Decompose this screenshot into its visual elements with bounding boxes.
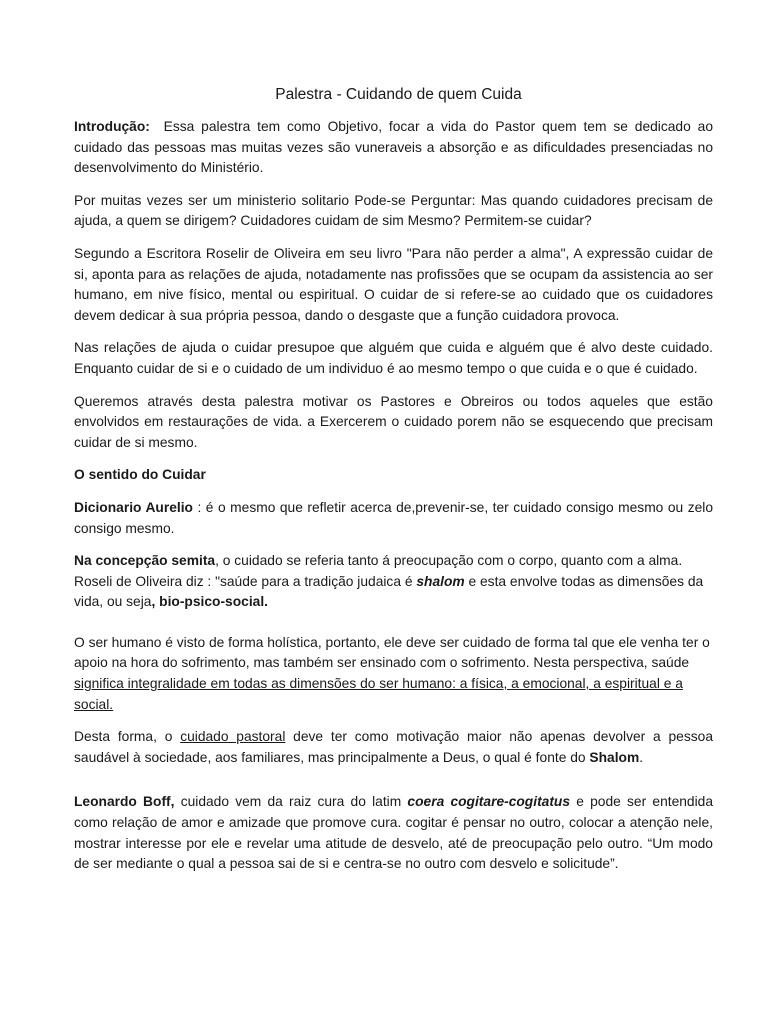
boff-emphasis: coera cogitare-cogitatus xyxy=(407,794,571,810)
pastoral-text-3: . xyxy=(639,749,644,765)
aurelio-text: : é o mesmo que refletir acerca de,prevenir-se, ter cuidado consigo mesmo ou zelo consigo mesmo. xyxy=(74,499,714,536)
intro-text: Essa palestra tem como Objetivo, focar a vida do Pastor quem tem se dedicado ao cuidado das pessoas mas muitas vezes são vuneraveis a absorção e as dificuldades presenciadas no desenvolvimento do Ministério. xyxy=(74,119,717,176)
pastoral-underlined: cuidado pastoral xyxy=(180,729,286,745)
semita-emphasis: shalom xyxy=(416,573,465,589)
boff-text-2: e pode ser entendida como relação de amor e amizade que promove cura. cogitar é pensar no outro, colocar a atenção nele, mostrar interesse por ele e revelar uma atitude de desvelo, até de preocupação pelo outro. “Um modo de ser mediante o qual a pessoa sai de si e centra-se no outro com desvelo e solicitude”. xyxy=(74,794,714,872)
intro-paragraph xyxy=(74,117,717,179)
aurelio-label: Dicionario Aurelio xyxy=(74,499,193,515)
pastoral-text-1: Desta forma, o xyxy=(74,729,181,745)
section-heading: O sentido do Cuidar xyxy=(74,467,206,483)
holistica-text: O ser humano é visto de forma holística, portanto, ele deve ser cuidado de forma tal que ele venha ter o apoio na hora do sofrimento, mas também ser ensinado com o sofrimento. Nesta perspectiva, saúde xyxy=(74,634,710,671)
paragraph-boff xyxy=(74,792,713,874)
boff-label: Leonardo Boff, xyxy=(74,794,175,810)
pastoral-text-2: deve ter como motivação maior não apenas devolver a pessoa saudável à sociedade, aos familiares, mas principalmente a Deus, o qual é fonte do xyxy=(74,729,713,765)
paragraph-pastoral xyxy=(74,727,713,768)
document-title: Palestra - Cuidando de quem Cuida xyxy=(275,86,522,103)
paragraph-3: Segundo a Escritora Roselir de Oliveira em seu livro "Para não perder a alma", A expressão cuidar de si, aponta para as relações de ajuda, notadamente nas profissões que se ocupam da assistencia ao ser humano, em nive físico, mental ou espiritual. O cuidar de si refere-se ao cuidado que os cuidadores devem dedicar à sua própria pessoa, dando o desgaste que a função cuidadora provoca. xyxy=(74,245,713,323)
paragraph-aurelio xyxy=(74,498,713,539)
paragraph-2: Por muitas vezes ser um ministerio solitario Pode-se Perguntar: Mas quando cuidadores precisam de ajuda, a quem se dirigem? Cuidadores cuidam de sim Mesmo? Permitem-se cuidar? xyxy=(74,192,713,229)
pastoral-bold: Shalom xyxy=(589,749,640,765)
paragraph-4: Nas relações de ajuda o cuidar presupoe que alguém que cuida e alguém que é alvo deste cuidado. Enquanto cuidar de si e o cuidado de um individuo é ao mesmo tempo o que cuida e o que é cuidado. xyxy=(74,340,713,376)
boff-text-1: cuidado vem da raiz cura do latim xyxy=(174,794,408,810)
holistica-underlined: significa integralidade em todas as dimensões do ser humano: a física, a emocional, a espiritual e a social. xyxy=(74,676,683,712)
paragraph-semita xyxy=(74,551,713,613)
paragraph-holistica xyxy=(74,633,713,715)
intro-label: Introdução: xyxy=(74,119,150,134)
semita-text-2: e esta envolve todas as dimensões da vida, ou seja xyxy=(74,573,704,610)
semita-label: Na concepção semita xyxy=(74,553,216,569)
paragraph-5: Queremos através desta palestra motivar os Pastores e Obreiros ou todos aqueles que estão envolvidos em restaurações de vida. a Exercerem o cuidado porem não se esquecendo que precisam cuidar de si mesmo. xyxy=(74,393,713,450)
semita-bold-end: , bio-psico-social. xyxy=(151,594,268,610)
semita-text-1: , o cuidado se referia tanto á preocupação com o corpo, quanto com a alma. Roseli de Oliveira diz : "saúde para a tradição judaica é xyxy=(74,553,683,589)
